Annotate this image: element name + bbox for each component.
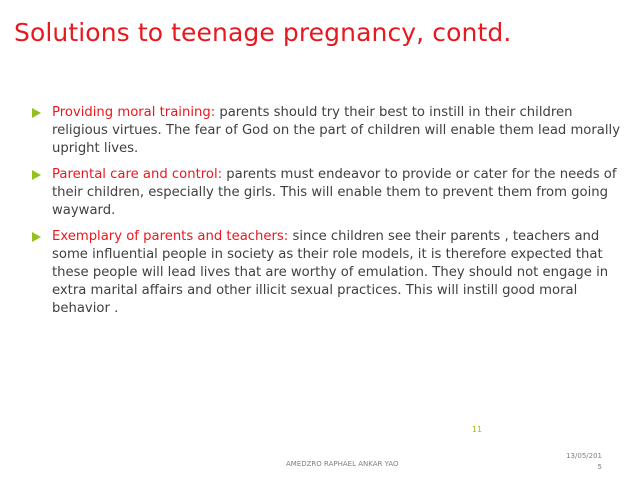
- bullet-text: parents must endeavor to provide or cater for the needs of their children, especially the girls. This will enable them to prevent them from going wayward.: [52, 167, 617, 218]
- bullet-arrow-icon: [32, 232, 41, 242]
- bullet-arrow-icon: [32, 108, 41, 118]
- page-number: 11: [471, 425, 483, 434]
- bullet-heading: Parental care and control:: [52, 167, 223, 182]
- footer-date: [548, 451, 602, 473]
- footer-date-line2: 5: [597, 463, 602, 471]
- slide-title: Solutions to teenage pregnancy, contd.: [14, 18, 512, 47]
- bullet-text: since children see their parents , teachers and some influential people in society as their role models, it is therefore expected that these people will lead lives that are worthy of emulation. They should not engage in extra marital affairs and other illicit sexual practices. This will instill good moral behavior .: [52, 229, 609, 316]
- bullet-list: [32, 104, 624, 326]
- bullet-arrow-icon: [32, 170, 41, 180]
- bullet-text: parents should try their best to instill in their children religious virtues. The fear of God on the part of children will enable them lead morally upright lives.: [52, 105, 621, 156]
- bullet-item: [32, 166, 624, 220]
- bullet-item: [32, 104, 624, 158]
- footer-date-line1: 13/05/201: [566, 452, 602, 460]
- bullet-item: [32, 228, 624, 318]
- bullet-heading: Exemplary of parents and teachers:: [52, 229, 289, 244]
- bullet-heading: Providing moral training:: [52, 105, 216, 120]
- footer-author: AMEDZRO RAPHAEL ANKAR YAO: [286, 460, 399, 468]
